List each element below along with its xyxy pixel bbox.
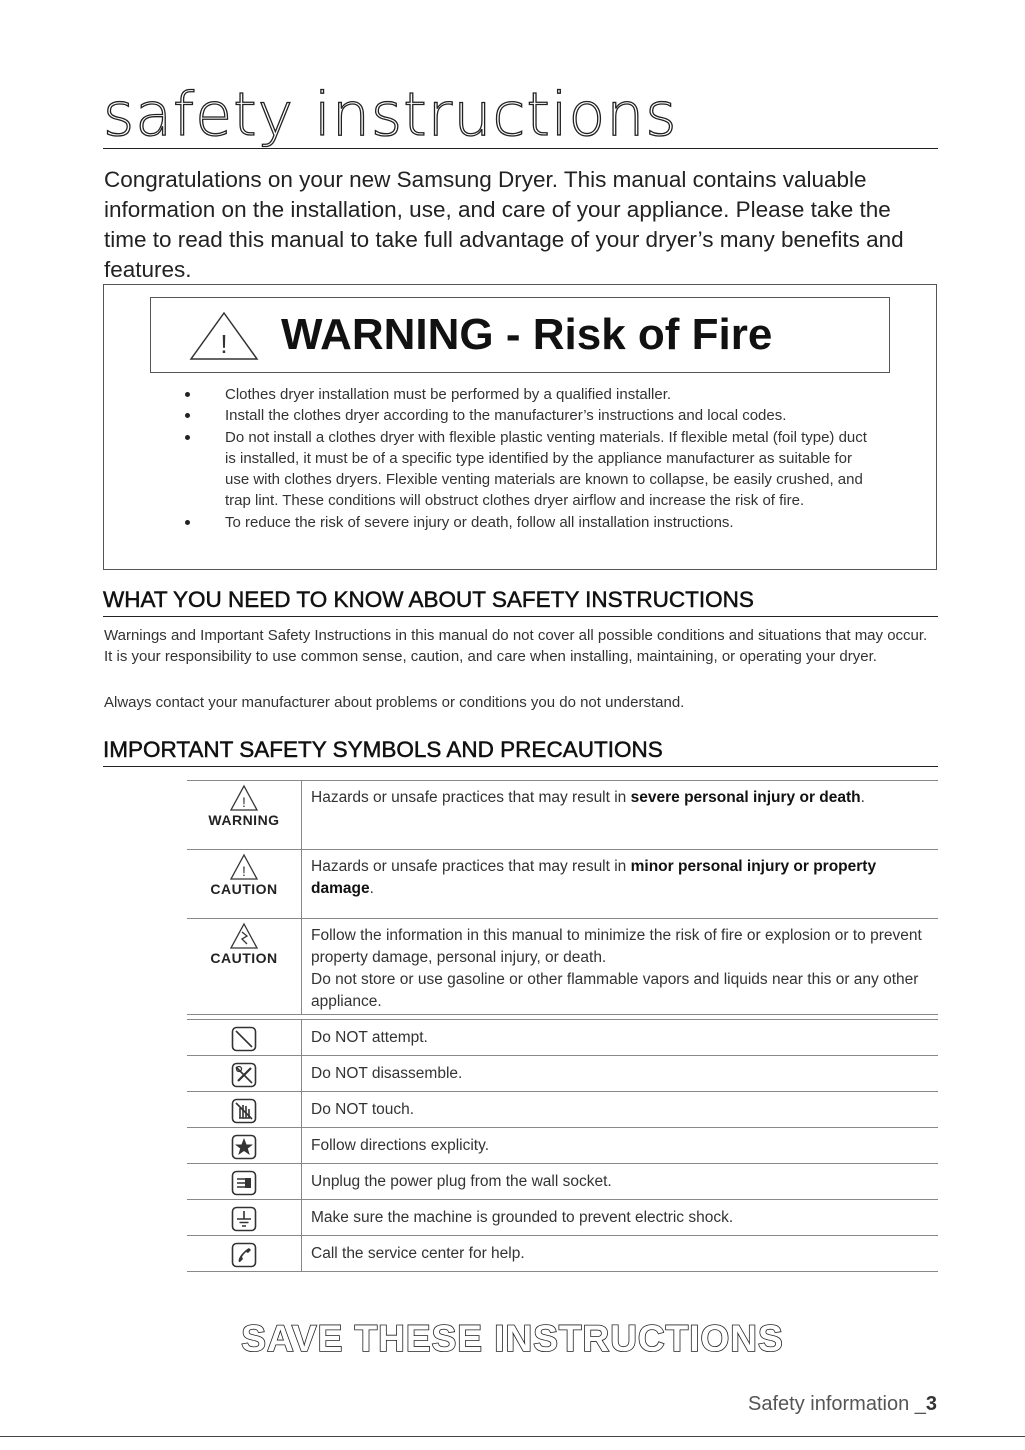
list-item: Do not install a clothes dryer with flexible plastic venting materials. If flexible metal (foil type) duct is installed, it must be of a specific type identified by the appliance manufacturer as suitable for use with clothes dryers. Flexible venting materials are known to collapse, be easily crushed, and trap lint. These conditions will obstruct clothes dryer airflow and increase the risk of fire. (180, 427, 880, 512)
call-service-text: Call the service center for help. (302, 1236, 939, 1272)
do-not-touch-text: Do NOT touch. (302, 1092, 939, 1128)
table-row (187, 1128, 938, 1164)
unplug-text: Unplug the power plug from the wall socket. (302, 1164, 939, 1200)
table-row (187, 919, 938, 1015)
hazard-level-table (187, 780, 938, 1015)
table-row (187, 1200, 938, 1236)
table-row (187, 1164, 938, 1200)
table-row (187, 1020, 938, 1056)
page-number: 3 (925, 1393, 937, 1415)
do-not-attempt-text: Do NOT attempt. (302, 1020, 939, 1056)
list-item: Clothes dryer installation must be performed by a qualified installer. (180, 384, 880, 405)
do-not-touch-icon (231, 1098, 257, 1124)
save-instructions-heading: SAVE THESE INSTRUCTIONS (241, 1318, 784, 1359)
intro-paragraph: Congratulations on your new Samsung Dryer. This manual contains valuable information on the installation, use, and care of your appliance. Please take the time to read this manual to take full advantage of your dryer’s many benefits and features. (104, 167, 904, 282)
fire-hazard-triangle-icon (229, 922, 259, 950)
table-row (187, 1056, 938, 1092)
section-title-symbols: IMPORTANT SAFETY SYMBOLS AND PRECAUTIONS (103, 736, 938, 767)
warning-label: WARNING (208, 812, 280, 828)
warning-list (180, 384, 880, 533)
table-row (187, 1236, 938, 1272)
warning-triangle-icon (189, 311, 259, 361)
warning-header (150, 297, 890, 373)
table-row (187, 1092, 938, 1128)
caution-label: CAUTION (210, 881, 278, 897)
warning-symbol-cell (187, 781, 302, 850)
page-footer (748, 1393, 937, 1416)
do-not-disassemble-text: Do NOT disassemble. (302, 1056, 939, 1092)
caution-triangle-icon (229, 853, 259, 881)
do-not-disassemble-icon (231, 1062, 257, 1088)
ground-icon (231, 1206, 257, 1232)
svg-text:!: ! (220, 329, 228, 359)
caution-description: Hazards or unsafe practices that may result in minor personal injury or property damage. (302, 850, 939, 919)
table-row (187, 850, 938, 919)
call-service-icon (231, 1242, 257, 1268)
contact-paragraph: Always contact your manufacturer about problems or conditions you do not understand. (104, 694, 685, 711)
svg-text:!: ! (242, 863, 246, 879)
warning-heading: WARNING - Risk of Fire (281, 310, 773, 359)
footer-rule (0, 1436, 1025, 1437)
list-item: To reduce the risk of severe injury or death, follow all installation instructions. (180, 512, 880, 533)
caution-label: CAUTION (210, 950, 278, 966)
do-not-attempt-icon (231, 1026, 257, 1052)
follow-directions-text: Follow directions explicity. (302, 1128, 939, 1164)
caution-symbol-cell (187, 850, 302, 919)
prohibition-symbols-table (187, 1019, 938, 1272)
section-name: Safety information _ (748, 1393, 926, 1415)
table-row (187, 781, 938, 850)
list-item: Install the clothes dryer according to the manufacturer’s instructions and local codes. (180, 405, 880, 426)
unplug-icon (231, 1170, 257, 1196)
page-title: safety instructions (103, 78, 938, 149)
svg-text:!: ! (242, 794, 246, 810)
warning-description: Hazards or unsafe practices that may result in severe personal injury or death. (302, 781, 939, 850)
follow-directions-icon (231, 1134, 257, 1160)
section-title-what-to-know: WHAT YOU NEED TO KNOW ABOUT SAFETY INSTRUCTIONS (103, 586, 938, 617)
warning-triangle-icon (229, 784, 259, 812)
fire-caution-description: Follow the information in this manual to minimize the risk of fire or explosion or to prevent property damage, personal injury, or death. Do not store or use gasoline or other flammable vapors and liquids near this or any other appliance. (302, 919, 939, 1015)
fire-caution-symbol-cell (187, 919, 302, 1015)
what-to-know-paragraph: Warnings and Important Safety Instructions in this manual do not cover all possible conditions and situations that may occur. It is your responsibility to use common sense, caution, and care when installing, maintaining, or operating your dryer. (104, 627, 928, 666)
ground-text: Make sure the machine is grounded to prevent electric shock. (302, 1200, 939, 1236)
